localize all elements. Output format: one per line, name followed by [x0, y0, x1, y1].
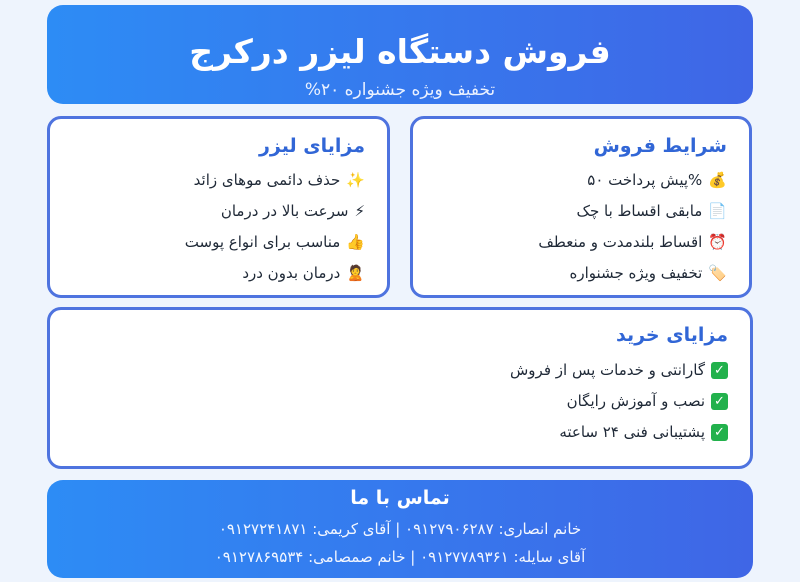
purchase-benefits-list	[510, 355, 728, 448]
contact-line-2: آقای سایله: ۰۹۱۲۷۷۸۹۳۶۱ | خانم صمصامی: ۰۹۱۲۷۸۶۹۵۳۴	[214, 548, 586, 566]
document-icon: 📄	[708, 202, 727, 220]
page-subtitle: تخفیف ویژه جشنواره ۲۰%	[304, 80, 496, 100]
person-icon: 🙎	[346, 264, 365, 282]
sparkles-icon: ✨	[346, 171, 365, 189]
contact-line-1: خانم انصاری: ۰۹۱۲۷۹۰۶۲۸۷ | آقای کریمی: ۰۹۱۲۷۲۴۱۸۷۱	[218, 520, 582, 538]
list-item-label: مابقی اقساط با چک	[576, 202, 703, 220]
list-item	[538, 165, 727, 196]
contact-banner	[47, 480, 753, 578]
list-item-label: حذف دائمی موهای زائد	[193, 171, 341, 189]
alarm-clock-icon: ⏰	[708, 233, 727, 251]
money-bag-icon: 💰	[708, 171, 727, 189]
check-icon: ✓	[711, 424, 728, 441]
list-item-label: درمان بدون درد	[242, 264, 341, 282]
list-item-label: اقساط بلندمدت و منعطف	[538, 233, 703, 251]
list-item	[185, 165, 365, 196]
purchase-benefits-card	[47, 307, 753, 469]
laser-benefits-list	[185, 165, 365, 289]
laser-benefits-title: مزایای لیزر	[258, 135, 365, 157]
sales-terms-list	[538, 165, 727, 289]
list-item-label: %پیش پرداخت ۵۰	[587, 171, 703, 189]
list-item-label: مناسب برای انواع پوست	[184, 233, 341, 251]
list-item	[185, 196, 365, 227]
list-item	[510, 355, 728, 386]
header-banner	[47, 5, 753, 104]
purchase-benefits-title: مزایای خرید	[615, 324, 728, 346]
list-item	[538, 227, 727, 258]
list-item	[510, 386, 728, 417]
list-item	[185, 258, 365, 289]
list-item	[510, 417, 728, 448]
contact-title: تماس با ما	[350, 487, 450, 509]
list-item	[538, 258, 727, 289]
sales-terms-title: شرایط فروش	[593, 135, 727, 157]
list-item-label: نصب و آموزش رایگان	[566, 392, 705, 410]
page-title: فروش دستگاه لیزر درکرج	[189, 32, 611, 71]
list-item	[185, 227, 365, 258]
list-item-label: پشتیبانی فنی ۲۴ ساعته	[559, 423, 705, 441]
lightning-icon: ⚡	[354, 202, 365, 220]
price-tag-icon: 🏷️	[708, 264, 727, 282]
list-item	[538, 196, 727, 227]
list-item-label: تخفیف ویژه جشنواره	[569, 264, 703, 282]
laser-benefits-card	[47, 116, 390, 298]
sales-terms-card	[410, 116, 752, 298]
check-icon: ✓	[711, 393, 728, 410]
list-item-label: گارانتی و خدمات پس از فروش	[510, 361, 705, 379]
list-item-label: سرعت بالا در درمان	[220, 202, 349, 220]
thumbs-up-icon: 👍	[346, 233, 365, 251]
check-icon: ✓	[711, 362, 728, 379]
